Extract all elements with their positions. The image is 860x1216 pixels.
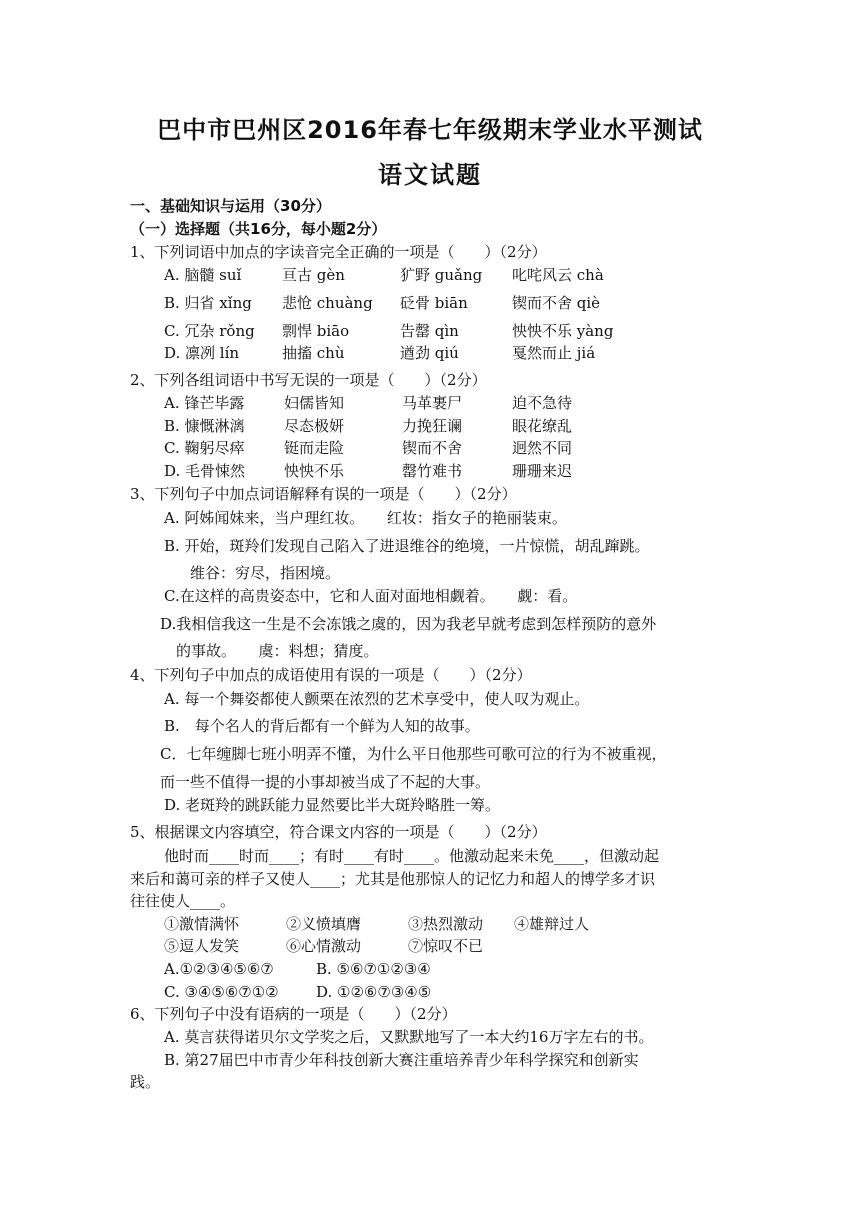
q6-stem: 6、下列句子中没有语病的一项是（ ）（2分）	[130, 1005, 457, 1023]
q1-stem: 1、下列词语中加点的字读音完全正确的一项是（ ）（2分）	[130, 243, 547, 261]
q5-options-cd: C. ③④⑤⑥⑦①② D. ①②⑥⑦③④⑤	[164, 983, 432, 1001]
q5-passage-line1: 他时而____时而____；有时____有时____。他激动起来未免____，但激动起	[164, 847, 660, 865]
q3-option-b-note: 维谷：穷尽，指困境。	[190, 564, 341, 582]
q4-stem: 4、下列句子中加点的成语使用有误的一项是（ ）（2分）	[130, 666, 532, 684]
q3-option-d: D.我相信我这一生是不会冻饿之虞的，因为我老早就考虑到怎样预防的意外	[160, 615, 657, 633]
q3-option-b: B. 开始，斑羚们发现自己陷入了进退维谷的绝境，一片惊慌，胡乱蹿跳。	[164, 537, 650, 555]
q2-option-c: C. 鞠躬尽瘁 铤而走险 锲而不舍 迥然不同	[164, 439, 573, 457]
exam-subtitle: 语文试题	[378, 161, 482, 189]
q2-option-a: A. 锋芒毕露 妇儒皆知 马革裹尸 迫不急待	[164, 394, 573, 412]
q5-phrases-row2: ⑤逗人发笑 ⑥心情激动 ⑦惊叹不已	[164, 937, 484, 955]
q6-option-a: A. 莫言获得诺贝尔文学奖之后，又默默地写了一本大约16万字左右的书。	[164, 1028, 654, 1046]
q2-option-b: B. 慷慨淋漓 尽态极妍 力挽狂谰 眼花缭乱	[164, 417, 573, 435]
q1-option-b: B. 归省 xǐng 悲怆 chuàng 砭骨 biān 锲而不舍 qiè	[164, 294, 601, 312]
q2-option-d: D. 毛骨悚然 怏怏不乐 罄竹难书 珊珊来迟	[164, 462, 573, 480]
q6-option-b: B. 第27届巴中市青少年科技创新大赛注重培养青少年科学探究和创新实	[164, 1051, 639, 1069]
q5-passage-line3: 往往使人____。	[130, 892, 236, 910]
q4-option-c: C．七年缠脚七班小明弄不懂，为什么平日他那些可歌可泣的行为不被重视，	[160, 745, 667, 763]
q1-option-c: C. 冗杂 rǒng 剽悍 biāo 告罄 qìn 怏怏不乐 yàng	[164, 322, 614, 340]
q4-option-a: A. 每一个舞姿都使人颤栗在浓烈的艺术享受中，使人叹为观止。	[164, 690, 590, 708]
q5-stem: 5、根据课文内容填空，符合课文内容的一项是（ ）（2分）	[130, 823, 547, 841]
q1-option-a: A. 脑髓 suǐ 亘古 gèn 犷野 guǎng 叱咤风云 chà	[164, 266, 604, 284]
q4-option-c-cont: 而一些不值得一提的小事却被当成了不起的大事。	[160, 773, 491, 791]
q3-option-c: C.在这样的高贵姿态中，它和人面对面地相觑着。 觑：看。	[164, 587, 578, 605]
q1-option-d: D. 凛冽 lín 抽搐 chù 遒劲 qiú 戛然而止 jiá	[164, 344, 596, 362]
subsection-heading: （一）选择题（共16分，每小题2分）	[130, 220, 387, 238]
q5-passage-line2: 来后和蔼可亲的样子又使人____；尤其是他那惊人的记忆力和超人的博学多才识	[130, 870, 656, 888]
q5-phrases-row1: ①激情满怀 ②义愤填膺 ③热烈激动 ④雄辩过人	[164, 915, 590, 933]
q3-option-d-cont: 的事故。 虞：料想；猜度。	[176, 642, 379, 660]
q6-option-b-cont: 践。	[130, 1073, 161, 1091]
q3-option-a: A. 阿姊闻妹来，当户理红妆。 红妆：指女子的艳丽装束。	[164, 509, 567, 527]
q3-stem: 3、下列句子中加点词语解释有误的一项是（ ）（2分）	[130, 485, 517, 503]
exam-title: 巴中市巴州区2016年春七年级期末学业水平测试	[157, 116, 703, 144]
q5-options-ab: A.①②③④⑤⑥⑦ B. ⑤⑥⑦①②③④	[164, 960, 431, 978]
q4-option-d: D. 老斑羚的跳跃能力显然要比半大斑羚略胜一筹。	[164, 796, 501, 814]
q4-option-b: B. 每个名人的背后都有一个鲜为人知的故事。	[164, 717, 480, 735]
q2-stem: 2、下列各组词语中书写无误的一项是（ ）（2分）	[130, 371, 487, 389]
section-heading: 一、基础知识与运用（30分）	[130, 197, 331, 215]
